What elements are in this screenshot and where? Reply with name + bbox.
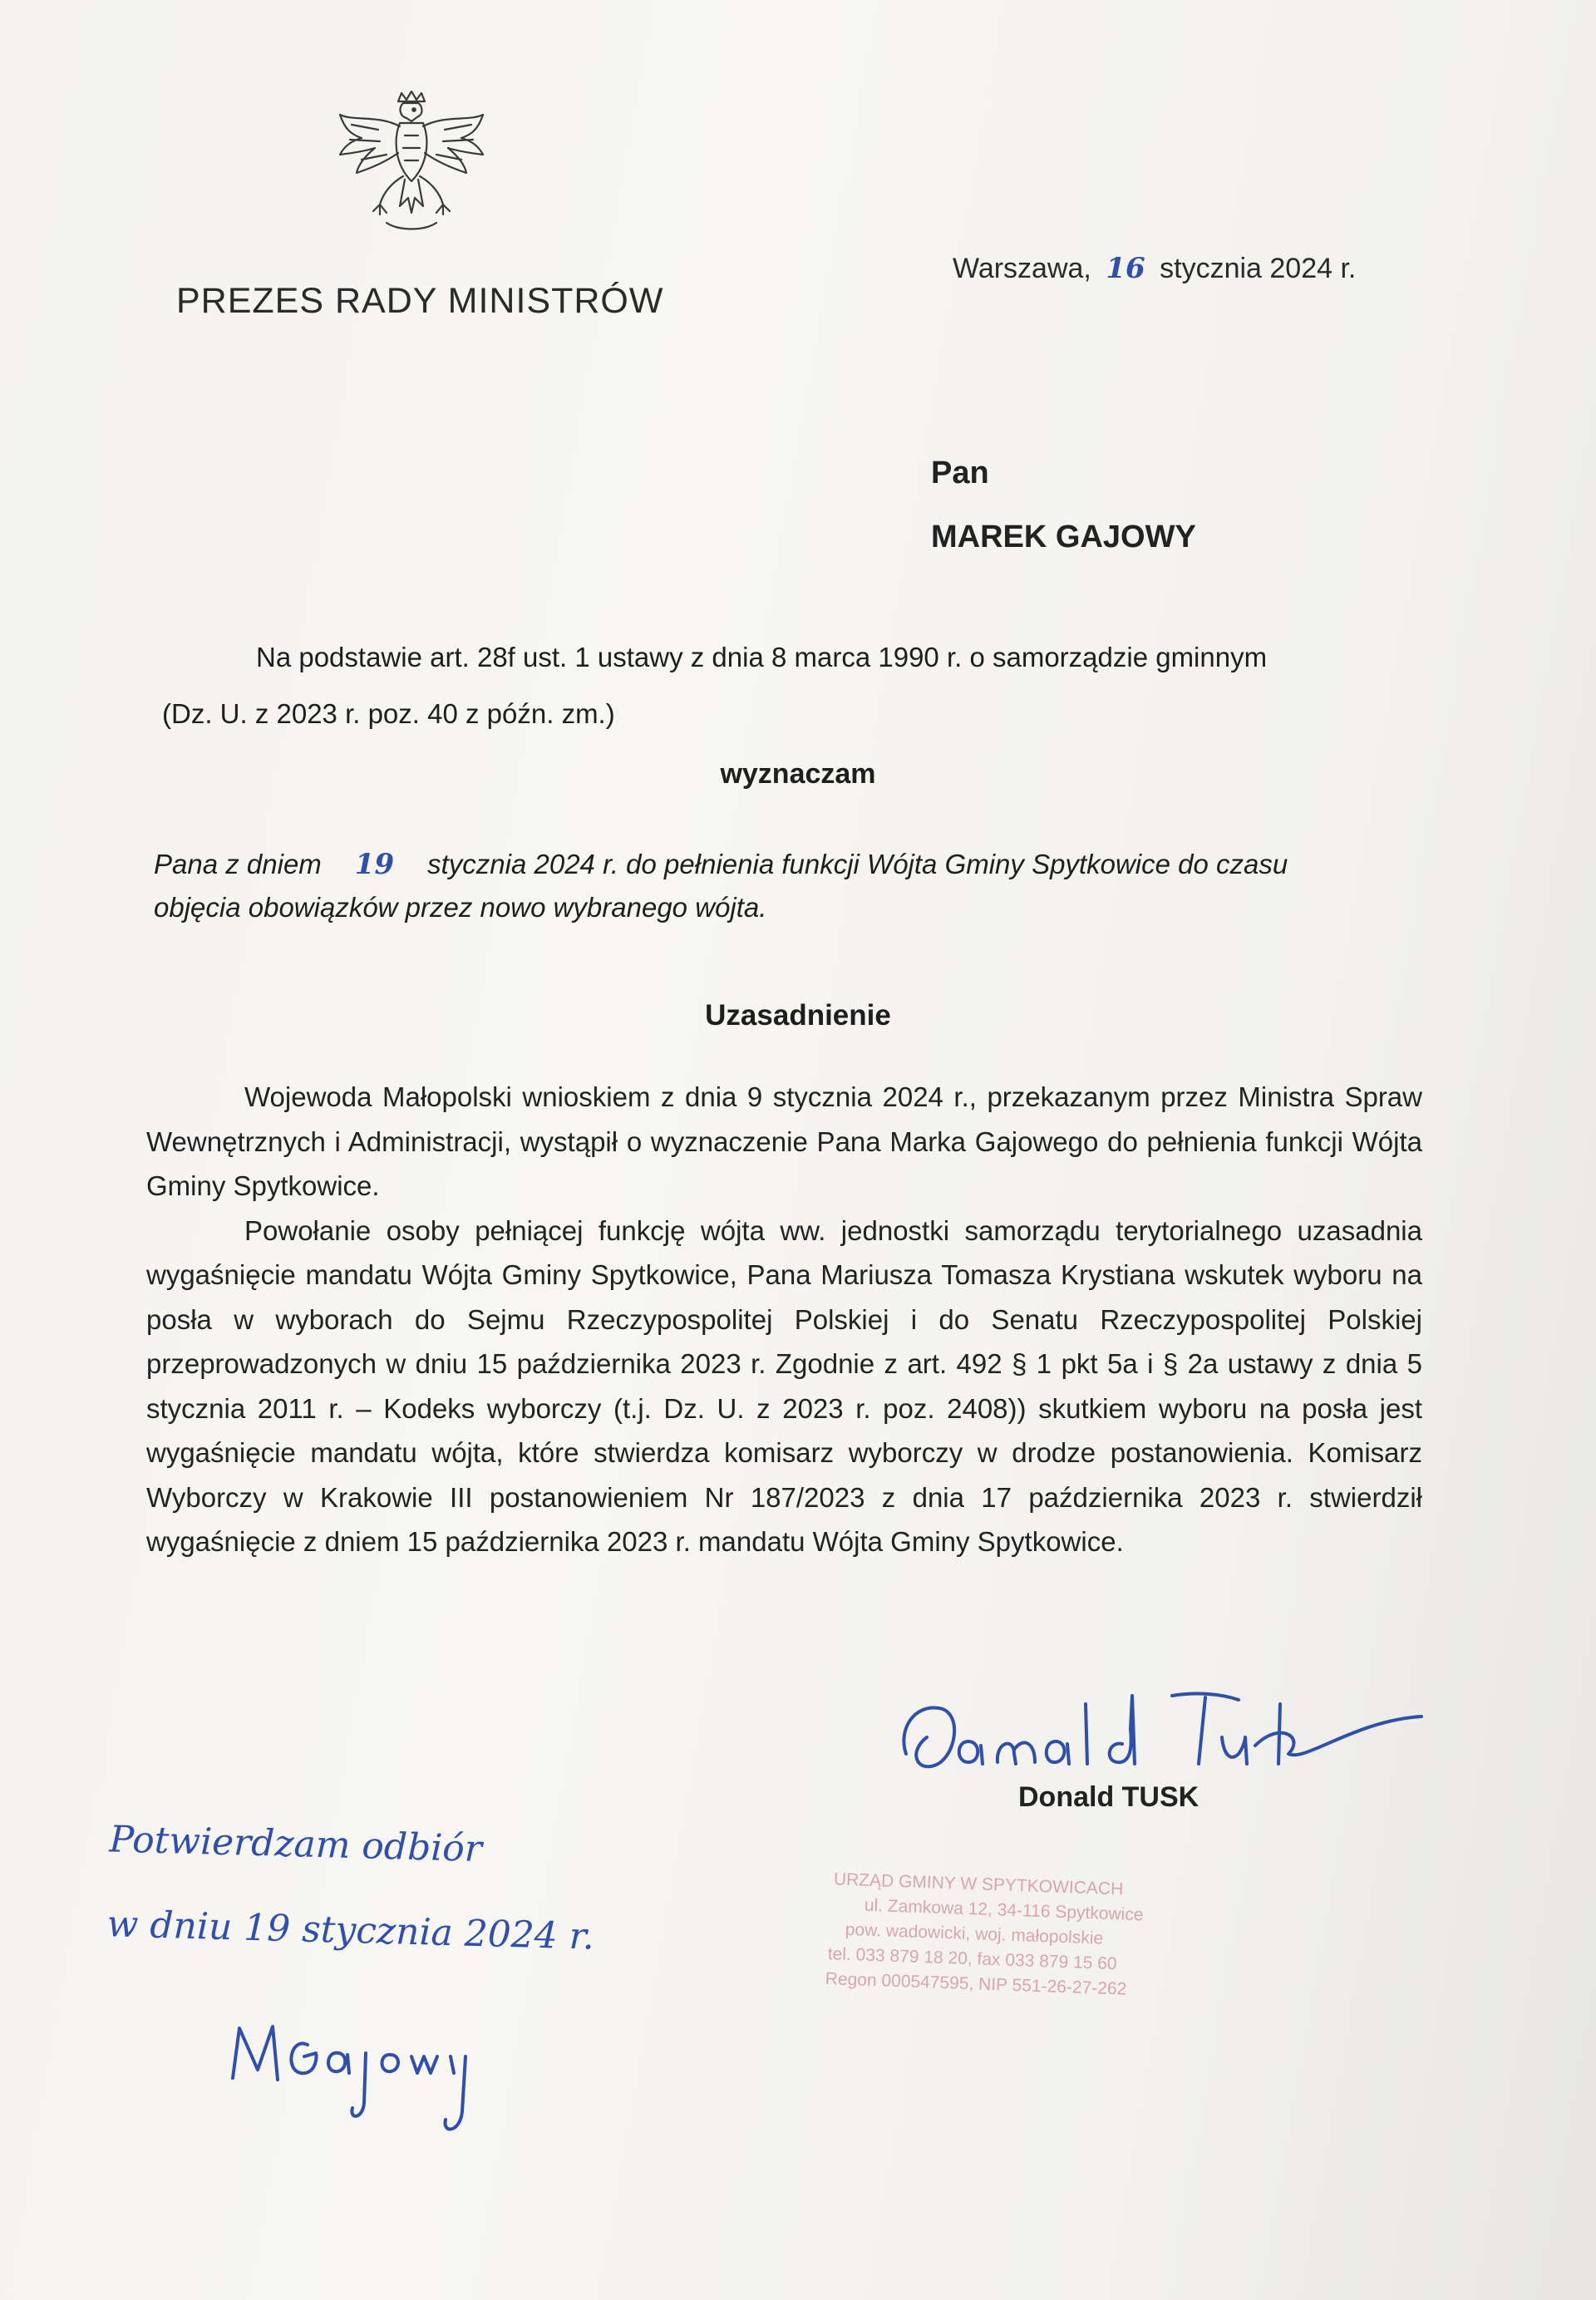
stamp-line-3: pow. wadowicki, woj. małopolskie — [845, 1919, 1104, 1948]
appointment-line2: objęcia obowiązków przez nowo wybranego wójta. — [154, 892, 767, 923]
date-rest: stycznia 2024 r. — [1160, 253, 1357, 284]
handwritten-initials — [224, 1987, 474, 2153]
place-date — [953, 252, 1356, 285]
addressee-name: MAREK GAJOWY — [931, 520, 1196, 554]
legal-basis-line2: (Dz. U. z 2023 r. poz. 40 z późn. zm.) — [162, 698, 615, 729]
justification-heading: Uzasadnienie — [705, 999, 891, 1032]
stamp-line-1: URZĄD GMINY W SPYTKOWICACH — [833, 1869, 1124, 1899]
receipt-line-1: Potwierdzam odbiór — [108, 1818, 483, 1871]
stamp-line-4: tel. 033 879 18 20, fax 033 879 15 60 — [827, 1944, 1117, 1974]
stamp-line-5: Regon 000547595, NIP 551-26-27-262 — [825, 1969, 1127, 1999]
justification-paragraph-1: Wojewoda Małopolski wnioskiem z dnia 9 stycznia 2024 r., przekazanym przez Ministra Spraw Wewnętrznych i Administracji, wystąpił o wyznaczenie Pana Marka Gajowego do pełnienia funkcji Wójta Gminy Spytkowice. — [146, 1081, 1422, 1201]
place: Warszawa, — [953, 253, 1091, 284]
decision-word: wyznaczam — [720, 758, 876, 790]
appointment-line1 — [154, 848, 1288, 881]
handwritten-receipt-note — [106, 1797, 597, 1979]
handwritten-date-day: 16 — [1106, 252, 1145, 285]
receipt-line-2: w dniu 19 stycznia 2024 r. — [106, 1903, 595, 1958]
stamp-line-2: ul. Zamkowa 12, 34-116 Spytkowice — [864, 1895, 1144, 1925]
signer-name: Donald TUSK — [1018, 1781, 1199, 1813]
justification-paragraph-2: Powołanie osoby pełniącej funkcję wójta ww. jednostki samorządu terytorialnego uzasadnia wygaśnięcie mandatu Wójta Gminy Spytkowice, Pana Mariusza Tomasza Krystiana wskutek wyboru na posła w wyborach do Sejmu Rzeczypospolitej Polskiej i do Senatu Rzeczypospolitej Polskiej przeprowadzonych w dniu 15 października 2023 r. Zgodnie z art. 492 § 1 pkt 5a i § 2a ustawy z dnia 5 stycznia 2011 r. – Kodeks wyborczy (t.j. Dz. U. z 2023 r. poz. 2408)) skutkiem wyboru na posła jest wygaśnięcie mandatu wójta, które stwierdza komisarz wyborczy w drodze postanowienia. Komisarz Wyborczy w Krakowie III postanowieniem Nr 187/2023 z dnia 17 października 2023 r. stwierdził wygaśnięcie z dniem 15 października 2023 r. mandatu Wójta Gminy Spytkowice. — [146, 1214, 1422, 1557]
legal-basis-line1: Na podstawie art. 28f ust. 1 ustawy z dnia 8 marca 1990 r. o samorządzie gminnym — [256, 642, 1268, 672]
handwritten-signature — [889, 1671, 1455, 1795]
polish-eagle-emblem-icon — [328, 90, 495, 256]
office-stamp — [820, 1867, 1258, 2040]
handwritten-appointment-day: 19 — [354, 848, 395, 881]
appointment-prefix: Pana z dniem — [154, 849, 322, 879]
addressee-salutation: Pan — [931, 456, 989, 490]
office-title: PREZES RADY MINISTRÓW — [176, 281, 664, 321]
appointment-line1-rest: stycznia 2024 r. do pełnienia funkcji Wójta Gminy Spytkowice do czasu — [427, 849, 1288, 879]
justification-body — [146, 1075, 1422, 1564]
